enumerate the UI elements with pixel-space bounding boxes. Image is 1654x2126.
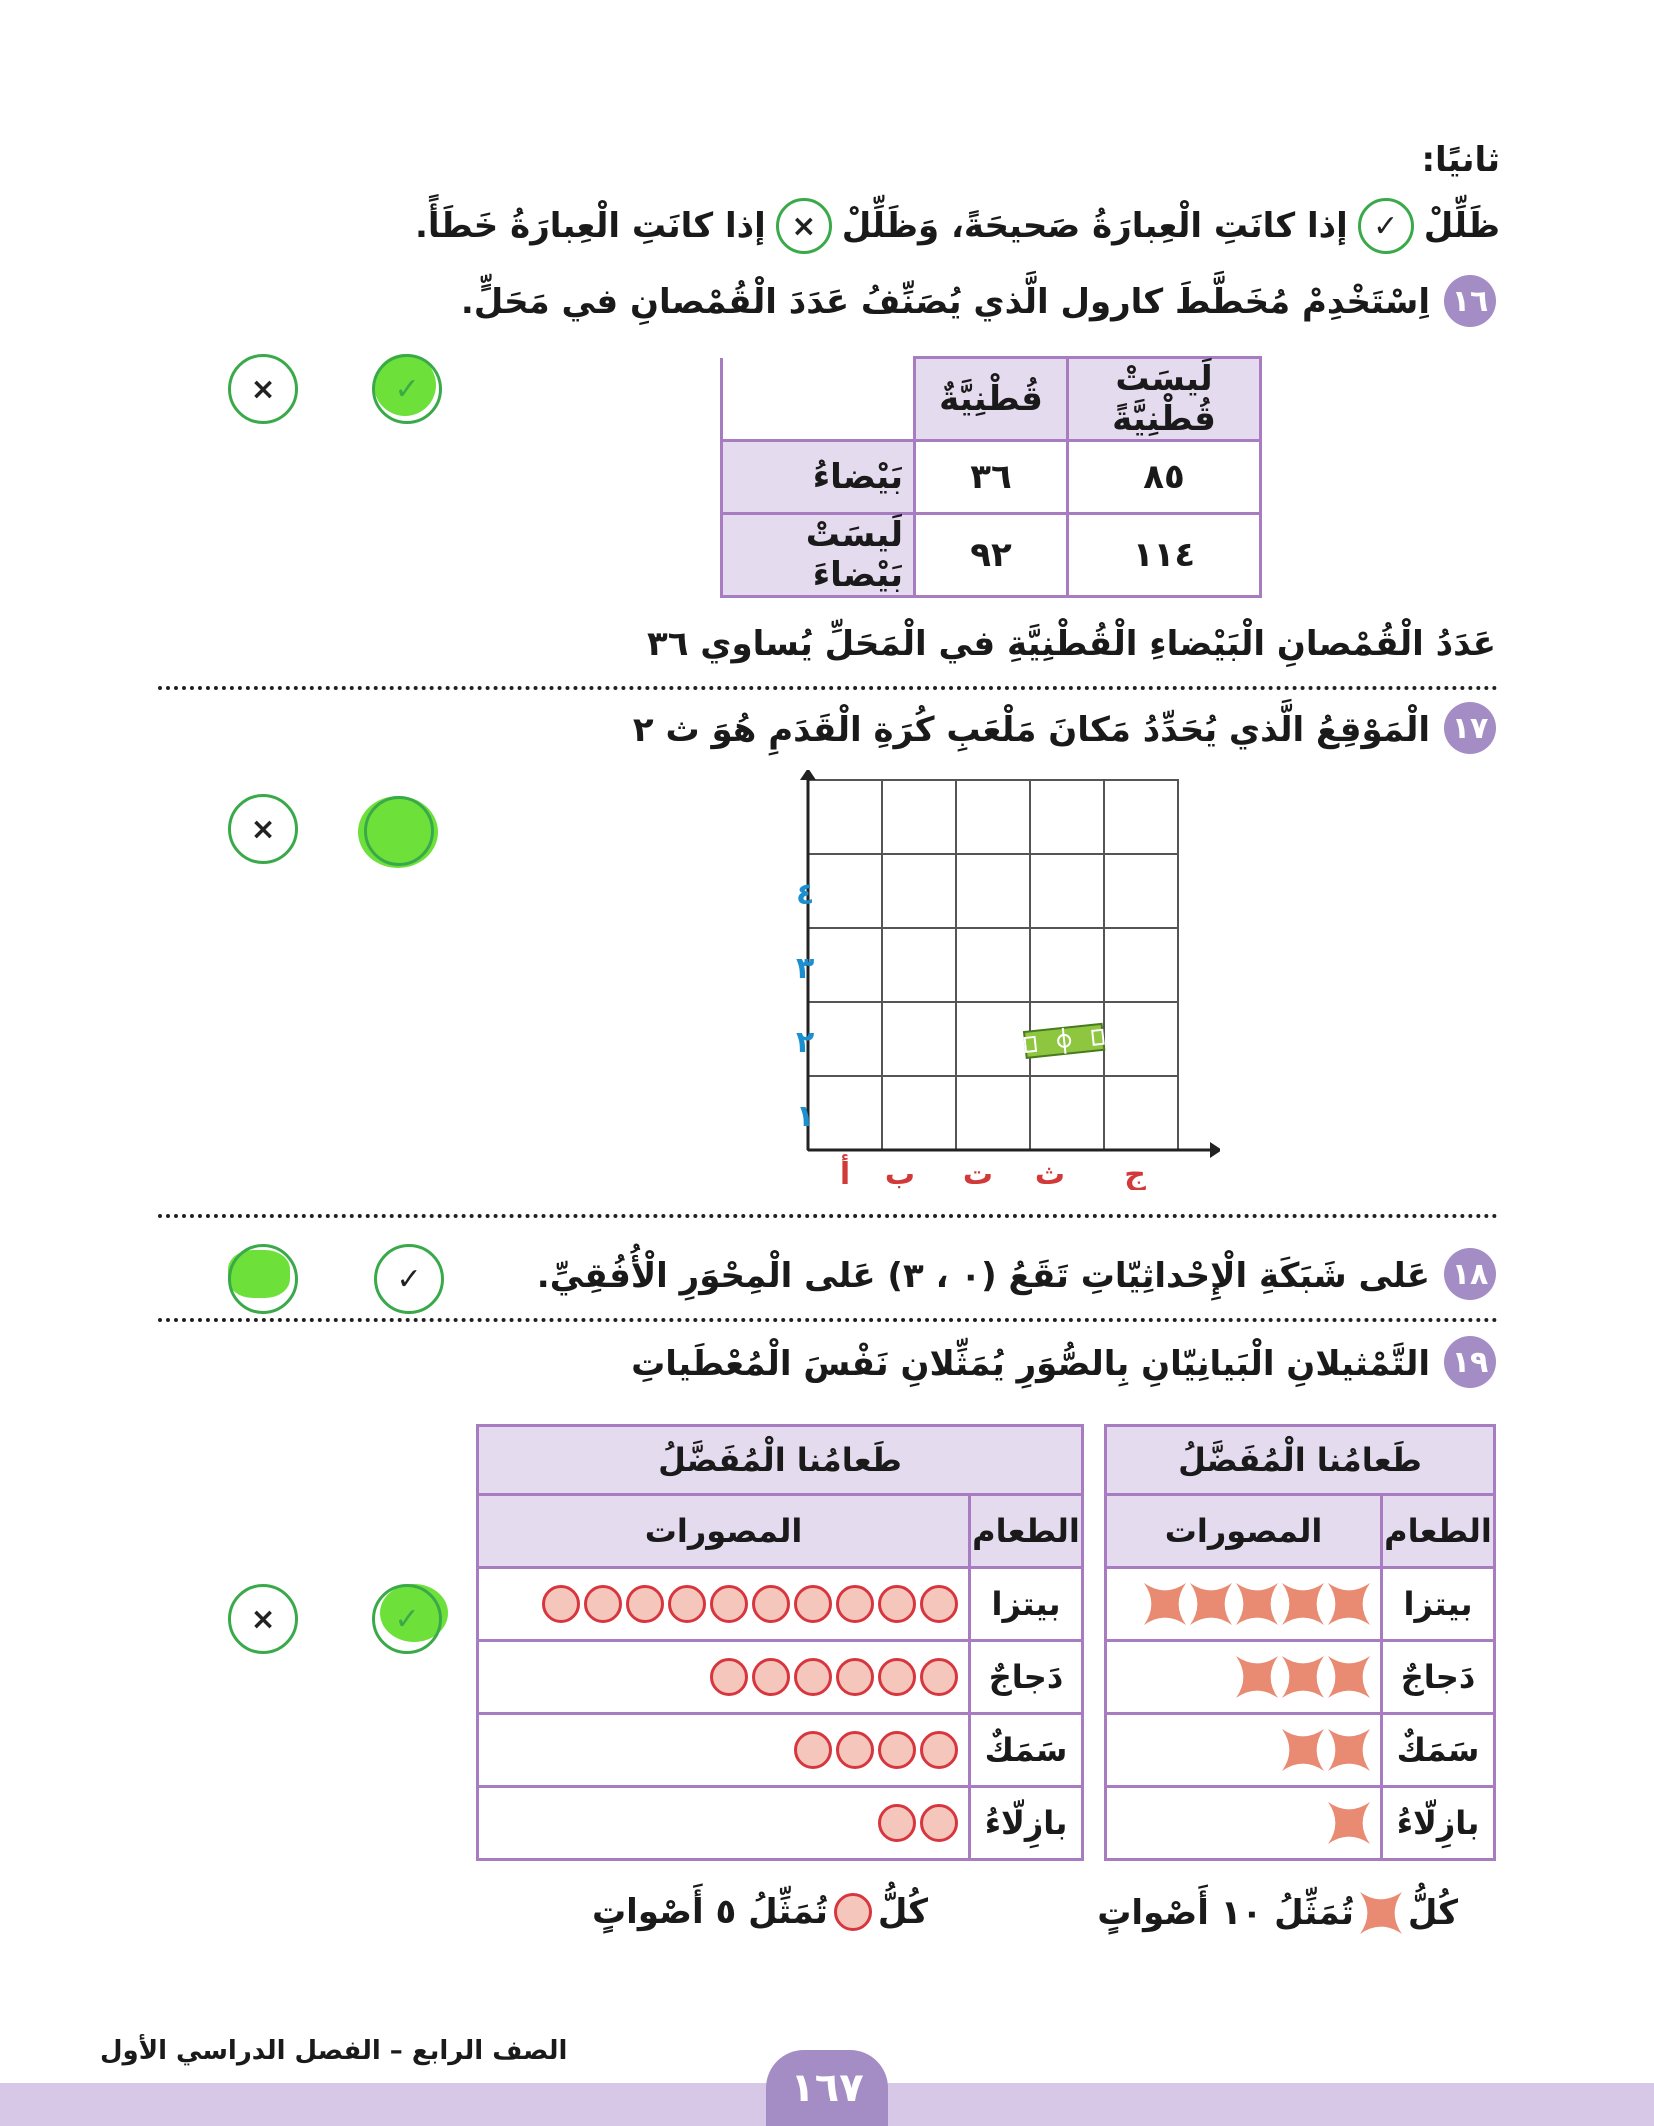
cross-icon: ×	[776, 198, 832, 254]
table-row	[1107, 1715, 1493, 1788]
col-food-header: الطعام	[1380, 1496, 1493, 1566]
soccer-field-icon	[1024, 1024, 1104, 1058]
x-label: أ	[839, 1157, 851, 1190]
circle-pictogram-icon	[878, 1585, 916, 1623]
food-label: دَجاجٌ	[1380, 1642, 1493, 1712]
circle-pictogram-icon	[752, 1585, 790, 1623]
instruction-part2: إذا كانَتِ الْعِبارَةُ صَحيحَةً، وَظَلِّلْ	[841, 206, 1348, 246]
circle-pictogram-icon	[834, 1893, 872, 1931]
table-corner	[722, 358, 915, 441]
table-header-cotton: قُطْنِيَّةٌ	[915, 358, 1068, 441]
x-pictogram-icon	[1282, 1583, 1324, 1625]
question-number-18: ١٨	[1444, 1248, 1496, 1300]
table-row	[1107, 1788, 1493, 1858]
food-label: بازِلّاءُ	[1380, 1788, 1493, 1858]
circle-pictogram-icon	[584, 1585, 622, 1623]
pictograph-title: طَعامُنا الْمُفَضَّلُ	[1107, 1427, 1493, 1496]
x-label: ج	[1124, 1157, 1146, 1190]
x-label: ث	[1034, 1157, 1066, 1190]
x-pictogram-icon	[1360, 1892, 1402, 1934]
circle-pictogram-icon	[794, 1731, 832, 1769]
circle-pictogram-icon	[920, 1804, 958, 1842]
x-pictogram-icon	[1236, 1583, 1278, 1625]
check-icon: ✓	[1358, 198, 1414, 254]
circle-pictogram-icon	[710, 1658, 748, 1696]
x-symbols	[1107, 1715, 1380, 1785]
col-pics-header: المصورات	[644, 1512, 803, 1550]
circle-pictogram-icon	[920, 1731, 958, 1769]
food-label: دَجاجٌ	[968, 1642, 1081, 1712]
footer-grade-text: الصف الرابع – الفصل الدراسي الأول	[100, 2036, 568, 2066]
question-number-16: ١٦	[1444, 275, 1496, 327]
table-cell: ٣٦	[915, 441, 1068, 514]
circle-pictogram-icon	[542, 1585, 580, 1623]
circle-pictogram-icon	[836, 1585, 874, 1623]
table-cell: ١١٤	[1068, 514, 1261, 597]
col-pics-header: المصورات	[1164, 1512, 1323, 1550]
table-row	[479, 1715, 1081, 1788]
circle-pictogram-icon	[626, 1585, 664, 1623]
x-pictogram-icon	[1328, 1583, 1370, 1625]
x-label: ب	[884, 1157, 916, 1190]
table-row	[1107, 1642, 1493, 1715]
section-heading: ثانيًا:	[1421, 140, 1500, 180]
q16-prompt: اِسْتَخْدِمْ مُخَطَّطَ كارول الَّذي يُصَنِّفُ عَدَدَ الْقُمْصانِ في مَحَلٍّ.	[460, 282, 1430, 322]
x-pictogram-icon	[1328, 1729, 1370, 1771]
table-row	[1107, 1569, 1493, 1642]
page-number: ١٦٧	[766, 2050, 888, 2126]
o-symbols	[479, 1569, 968, 1639]
pictograph-right	[1104, 1424, 1496, 1861]
x-pictogram-icon	[1328, 1802, 1370, 1844]
answer-false-button-19[interactable]: ×	[228, 1584, 298, 1654]
key-right: كُلُّ تُمَثِّلُ ١٠ أَصْواتٍ	[1097, 1893, 1458, 1933]
circle-pictogram-icon	[878, 1804, 916, 1842]
table-cell: ٨٥	[1068, 441, 1261, 514]
x-pictogram-icon	[1282, 1729, 1324, 1771]
divider	[158, 1214, 1498, 1218]
table-row	[479, 1569, 1081, 1642]
x-pictogram-icon	[1236, 1656, 1278, 1698]
instruction-part1: ظَلِّلْ	[1423, 206, 1500, 246]
col-food-header: الطعام	[968, 1496, 1081, 1566]
pictograph-left	[476, 1424, 1084, 1861]
divider	[158, 686, 1498, 690]
circle-pictogram-icon	[878, 1731, 916, 1769]
x-symbols	[1107, 1788, 1380, 1858]
o-symbols	[479, 1715, 968, 1785]
question-number-19: ١٩	[1444, 1336, 1496, 1388]
circle-pictogram-icon	[794, 1585, 832, 1623]
y-label: ٢	[796, 1025, 815, 1060]
x-pictogram-icon	[1144, 1583, 1186, 1625]
instruction-part3: إذا كانَتِ الْعِبارَةُ خَطَأً.	[414, 206, 766, 246]
x-pictogram-icon	[1190, 1583, 1232, 1625]
x-symbols	[1107, 1642, 1380, 1712]
key-left: كُلُّ تُمَثِّلُ ٥ أَصْواتٍ	[592, 1892, 928, 1932]
answer-true-ring-17	[364, 796, 434, 866]
table-row-label: لَيسَتْ بَيْضاءَ	[722, 514, 915, 597]
y-label: ٣	[796, 951, 815, 986]
circle-pictogram-icon	[710, 1585, 748, 1623]
grid-lines	[808, 780, 1178, 1150]
x-axis-arrow	[1210, 1142, 1220, 1158]
answer-true-ring-19: ✓	[372, 1584, 442, 1654]
q16-statement: عَدَدُ الْقُمْصانِ الْبَيْضاءِ الْقُطْنِيَّةِ في الْمَحَلِّ يُساوي ٣٦	[646, 624, 1496, 664]
answer-true-ring-16: ✓	[372, 354, 442, 424]
q17-statement: الْمَوْقِعُ الَّذي يُحَدِّدُ مَكانَ مَلْعَبِ كُرَةِ الْقَدَمِ هُوَ ث ٢	[632, 710, 1430, 750]
answer-false-button-16[interactable]: ×	[228, 354, 298, 424]
circle-pictogram-icon	[878, 1658, 916, 1696]
o-symbols	[479, 1788, 968, 1858]
table-header-not-cotton: لَيسَتْ قُطْنِيَّةً	[1068, 358, 1261, 441]
answer-true-button-18[interactable]: ✓	[374, 1244, 444, 1314]
q19-statement: التَّمْثيلانِ الْبَيانِيّانِ بِالصُّوَرِ يُمَثِّلانِ نَفْسَ الْمُعْطَياتِ	[631, 1344, 1430, 1384]
circle-pictogram-icon	[836, 1658, 874, 1696]
divider	[158, 1318, 1498, 1322]
table-cell: ٩٢	[915, 514, 1068, 597]
food-label: بازِلّاءُ	[968, 1788, 1081, 1858]
x-label: ت	[962, 1157, 994, 1190]
circle-pictogram-icon	[668, 1585, 706, 1623]
y-label: ٤	[796, 877, 815, 912]
x-pictogram-icon	[1328, 1656, 1370, 1698]
answer-false-button-17[interactable]: ×	[228, 794, 298, 864]
food-label: سَمَكٌ	[1380, 1715, 1493, 1785]
food-label: بيتزا	[968, 1569, 1081, 1639]
y-label: ١	[796, 1099, 815, 1134]
question-number-17: ١٧	[1444, 702, 1496, 754]
x-pictogram-icon	[1282, 1656, 1324, 1698]
table-row	[479, 1788, 1081, 1858]
circle-pictogram-icon	[920, 1658, 958, 1696]
carroll-table	[720, 356, 1262, 598]
table-row-label: بَيْضاءُ	[722, 441, 915, 514]
pictograph-title: طَعامُنا الْمُفَضَّلُ	[479, 1427, 1081, 1496]
circle-pictogram-icon	[752, 1658, 790, 1696]
table-row	[479, 1642, 1081, 1715]
circle-pictogram-icon	[836, 1731, 874, 1769]
x-symbols	[1107, 1569, 1380, 1639]
o-symbols	[479, 1642, 968, 1712]
answer-false-ring-18	[228, 1244, 298, 1314]
axes	[808, 774, 1210, 1150]
y-axis-arrow	[800, 770, 816, 780]
q18-statement: عَلى شَبَكَةِ الْإِحْداثِيّاتِ تَقَعُ (٠ ، ٣) عَلى الْمِحْوَرِ الْأُفُقِيِّ.	[536, 1256, 1430, 1296]
food-label: سَمَكٌ	[968, 1715, 1081, 1785]
instructions	[415, 198, 1500, 254]
circle-pictogram-icon	[794, 1658, 832, 1696]
coordinate-grid	[760, 770, 1220, 1190]
food-label: بيتزا	[1380, 1569, 1493, 1639]
circle-pictogram-icon	[920, 1585, 958, 1623]
